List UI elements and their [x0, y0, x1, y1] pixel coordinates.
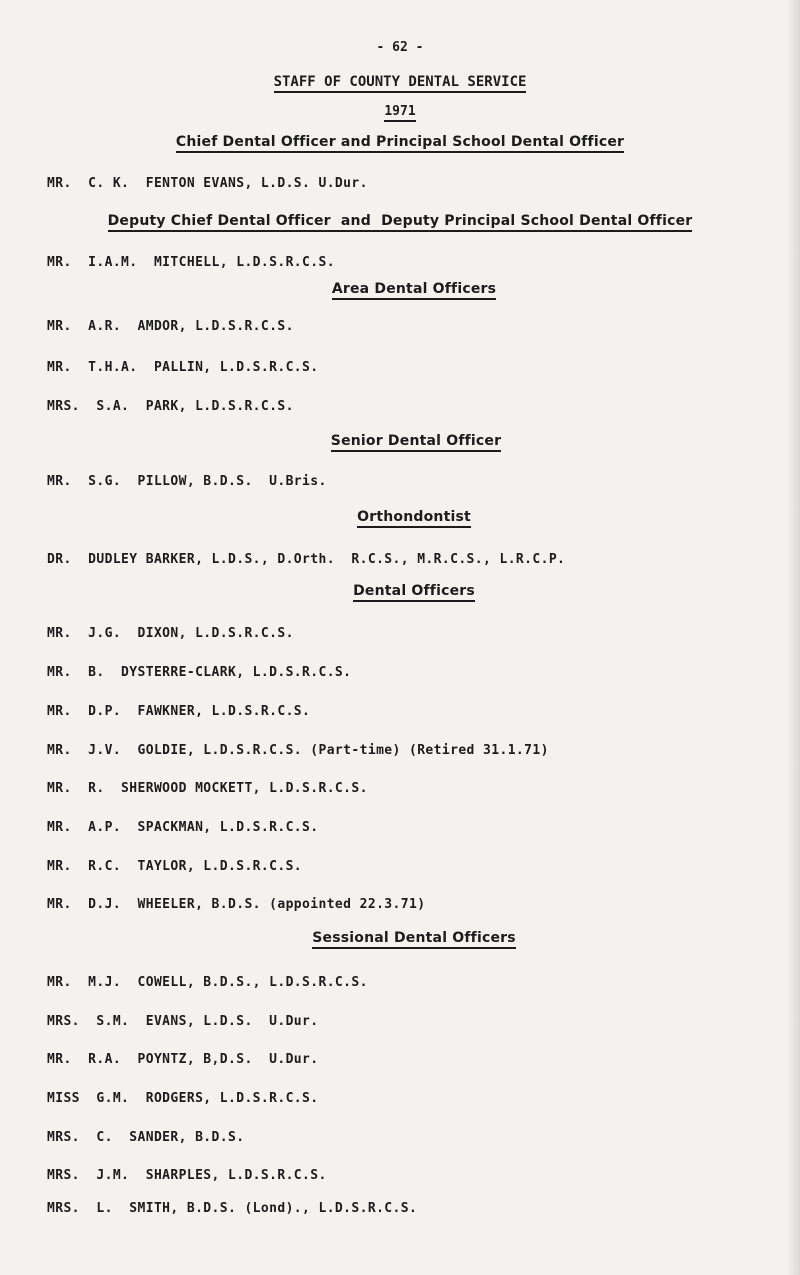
section-heading-sessional: Sessional Dental Officers: [0, 930, 800, 949]
staff-entry: MR. J.V. GOLDIE, L.D.S.R.C.S. (Part-time) (Retired 31.1.71): [47, 743, 549, 758]
section-heading-senior: Senior Dental Officer: [0, 433, 800, 452]
staff-entry: MR. A.R. AMDOR, L.D.S.R.C.S.: [47, 319, 294, 334]
staff-entry: MR. A.P. SPACKMAN, L.D.S.R.C.S.: [47, 820, 319, 835]
page-edge-shadow: [786, 0, 800, 1275]
section-heading-orthodontist: Orthondontist: [0, 509, 800, 528]
staff-entry: MR. R.A. POYNTZ, B,D.S. U.Dur.: [47, 1052, 319, 1067]
staff-entry: DR. DUDLEY BARKER, L.D.S., D.Orth. R.C.S., M.R.C.S., L.R.C.P.: [47, 552, 566, 567]
staff-entry: MR. D.P. FAWKNER, L.D.S.R.C.S.: [47, 704, 311, 719]
staff-entry: MR. D.J. WHEELER, B.D.S. (appointed 22.3.71): [47, 897, 426, 912]
staff-entry: MR. R.C. TAYLOR, L.D.S.R.C.S.: [47, 859, 303, 874]
staff-entry: MR. B. DYSTERRE-CLARK, L.D.S.R.C.S.: [47, 665, 352, 680]
staff-entry: MRS. S.M. EVANS, L.D.S. U.Dur.: [47, 1014, 319, 1029]
staff-entry: MR. I.A.M. MITCHELL, L.D.S.R.C.S.: [47, 255, 335, 270]
page-title: STAFF OF COUNTY DENTAL SERVICE: [0, 74, 800, 93]
section-heading-dental-officers: Dental Officers: [0, 583, 800, 602]
section-heading-deputy: Deputy Chief Dental Officer and Deputy Principal School Dental Officer: [0, 213, 800, 232]
staff-entry: MR. S.G. PILLOW, B.D.S. U.Bris.: [47, 474, 327, 489]
year-heading: 1971: [0, 104, 800, 122]
staff-entry: MR. C. K. FENTON EVANS, L.D.S. U.Dur.: [47, 176, 368, 191]
page-number: - 62 -: [376, 40, 424, 55]
staff-entry: MRS. J.M. SHARPLES, L.D.S.R.C.S.: [47, 1168, 327, 1183]
staff-entry: MISS G.M. RODGERS, L.D.S.R.C.S.: [47, 1091, 319, 1106]
section-heading-chief: Chief Dental Officer and Principal School Dental Officer: [0, 134, 800, 153]
staff-entry: MR. R. SHERWOOD MOCKETT, L.D.S.R.C.S.: [47, 781, 368, 796]
staff-entry: MR. J.G. DIXON, L.D.S.R.C.S.: [47, 626, 294, 641]
staff-entry: MRS. S.A. PARK, L.D.S.R.C.S.: [47, 399, 294, 414]
staff-entry: MRS. C. SANDER, B.D.S.: [47, 1130, 245, 1145]
section-heading-area: Area Dental Officers: [0, 281, 800, 300]
staff-entry: MR. M.J. COWELL, B.D.S., L.D.S.R.C.S.: [47, 975, 368, 990]
staff-entry: MR. T.H.A. PALLIN, L.D.S.R.C.S.: [47, 360, 319, 375]
staff-entry: MRS. L. SMITH, B.D.S. (Lond)., L.D.S.R.C.S.: [47, 1201, 418, 1216]
